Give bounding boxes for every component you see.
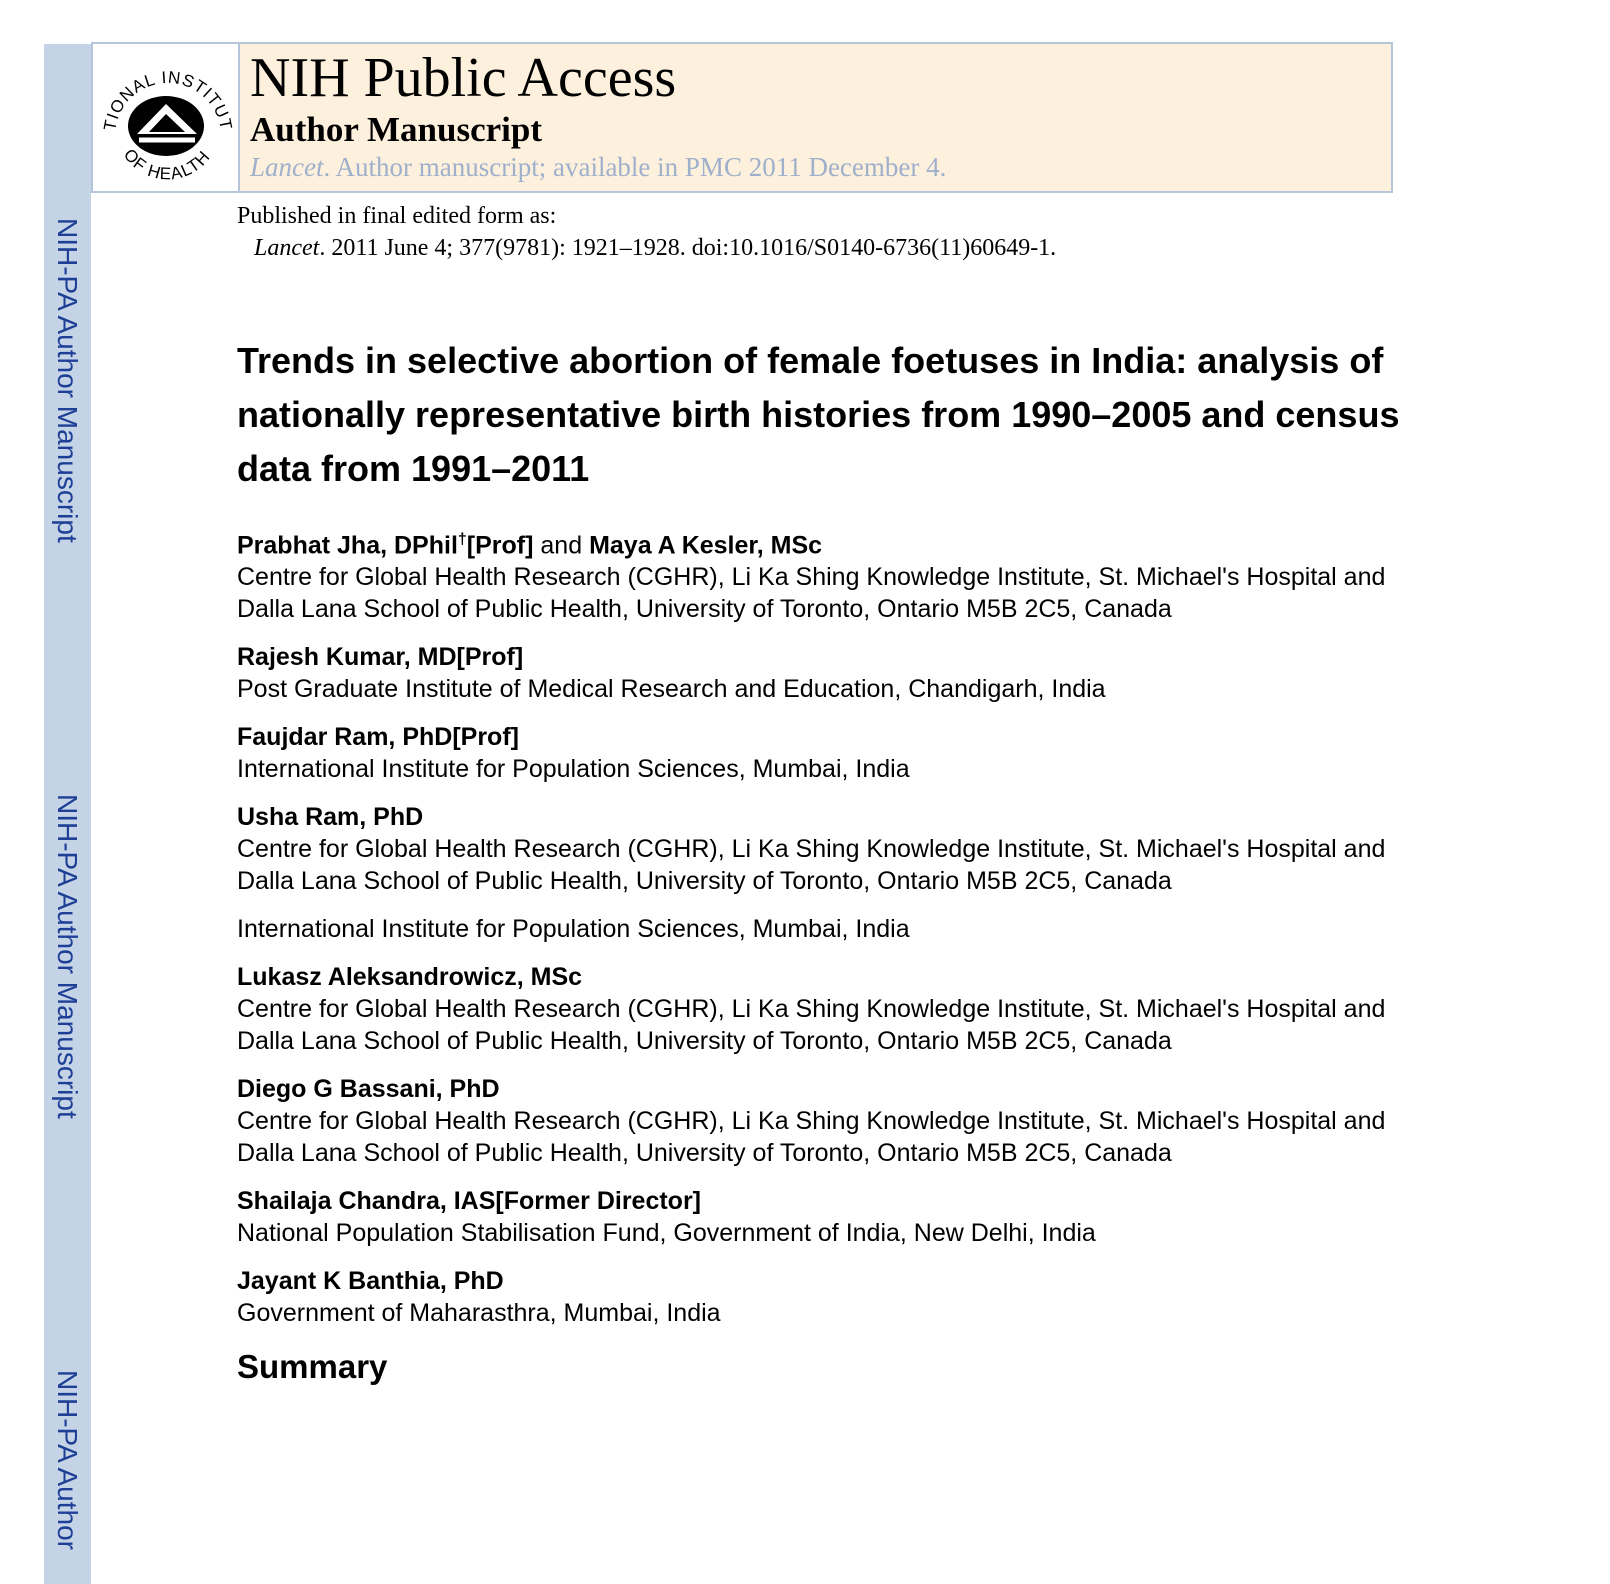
paper-title: Trends in selective abortion of female foetuses in India: analysis of nationally representative birth histories from 1990–2005 and census data from 1991–2011 (237, 340, 1400, 489)
author-list (237, 524, 1417, 1386)
author-group (237, 721, 1417, 785)
author-group (237, 961, 1417, 1057)
author-name: Shailaja Chandra, IAS[Former Director] (237, 1187, 702, 1216)
author-name: Faujdar Ram, PhD[Prof] (237, 723, 519, 752)
author-affiliation: Government of Maharasthra, Mumbai, India (237, 1299, 721, 1328)
availability-text: . Author manuscript; available in PMC 2011 December 4. (323, 152, 947, 182)
author-name: Usha Ram, PhD (237, 803, 424, 832)
author-group (237, 524, 1417, 625)
citation-journal: Lancet (254, 235, 320, 261)
author-name: Diego G Bassani, PhD (237, 1075, 500, 1104)
author-affiliation: Centre for Global Health Research (CGHR), Li Ka Shing Knowledge Institute, St. Michael's Hospital and Dalla Lana School of Public Health, University of Toronto, Ontario M5B 2C5, Canada (237, 995, 1386, 1056)
publication-info (237, 200, 1056, 264)
author-group (237, 1073, 1417, 1169)
header-title-cell (240, 44, 1391, 191)
nih-logo (93, 44, 240, 191)
author-affiliation: Centre for Global Health Research (CGHR), Li Ka Shing Knowledge Institute, St. Michael's Hospital and Dalla Lana School of Public Health, University of Toronto, Ontario M5B 2C5, Canada (237, 1107, 1386, 1168)
author-group (237, 801, 1417, 945)
author-affiliation: International Institute for Population Sciences, Mumbai, India (237, 915, 910, 944)
nih-seal-icon (93, 44, 238, 191)
logo-bottom-text: OF HEALTH (119, 145, 214, 184)
author-affiliation: International Institute for Population Sciences, Mumbai, India (237, 755, 910, 784)
author-group (237, 1185, 1417, 1249)
author-name: Rajesh Kumar, MD[Prof] (237, 643, 524, 672)
author-name: Prabhat Jha, DPhil†[Prof] and Maya A Kesler, MSc (237, 531, 823, 560)
logo-top-text: TIONAL INSTITUT (100, 67, 236, 133)
availability-journal: Lancet (250, 152, 324, 182)
sidebar-label-1: NIH-PA Author Manuscript (52, 218, 83, 543)
author-affiliation: National Population Stabilisation Fund, Government of India, New Delhi, India (237, 1219, 1096, 1248)
author-affiliation: Centre for Global Health Research (CGHR), Li Ka Shing Knowledge Institute, St. Michael's Hospital and Dalla Lana School of Public Health, University of Toronto, Ontario M5B 2C5, Canada (237, 835, 1386, 896)
author-name: Jayant K Banthia, PhD (237, 1267, 504, 1296)
author-group (237, 1265, 1417, 1329)
author-affiliation: Centre for Global Health Research (CGHR), Li Ka Shing Knowledge Institute, St. Michael's Hospital and Dalla Lana School of Public Health, University of Toronto, Ontario M5B 2C5, Canada (237, 563, 1386, 624)
author-affiliation: Post Graduate Institute of Medical Research and Education, Chandigarh, India (237, 675, 1106, 704)
sidebar-label-3: NIH-PA Author (52, 1370, 83, 1551)
sidebar-label-2: NIH-PA Author Manuscript (52, 794, 83, 1119)
availability-line (250, 152, 946, 182)
nih-header (91, 42, 1393, 193)
header-title: NIH Public Access (250, 47, 677, 109)
author-group (237, 641, 1417, 705)
section-heading-summary: Summary (237, 1348, 388, 1386)
publication-citation (237, 232, 1056, 264)
author-name: Lukasz Aleksandrowicz, MSc (237, 963, 583, 992)
header-subtitle: Author Manuscript (250, 110, 543, 149)
publication-intro: Published in final edited form as: (237, 203, 557, 229)
citation-text: . 2011 June 4; 377(9781): 1921–1928. doi:10.1016/S0140-6736(11)60649-1. (319, 235, 1057, 261)
